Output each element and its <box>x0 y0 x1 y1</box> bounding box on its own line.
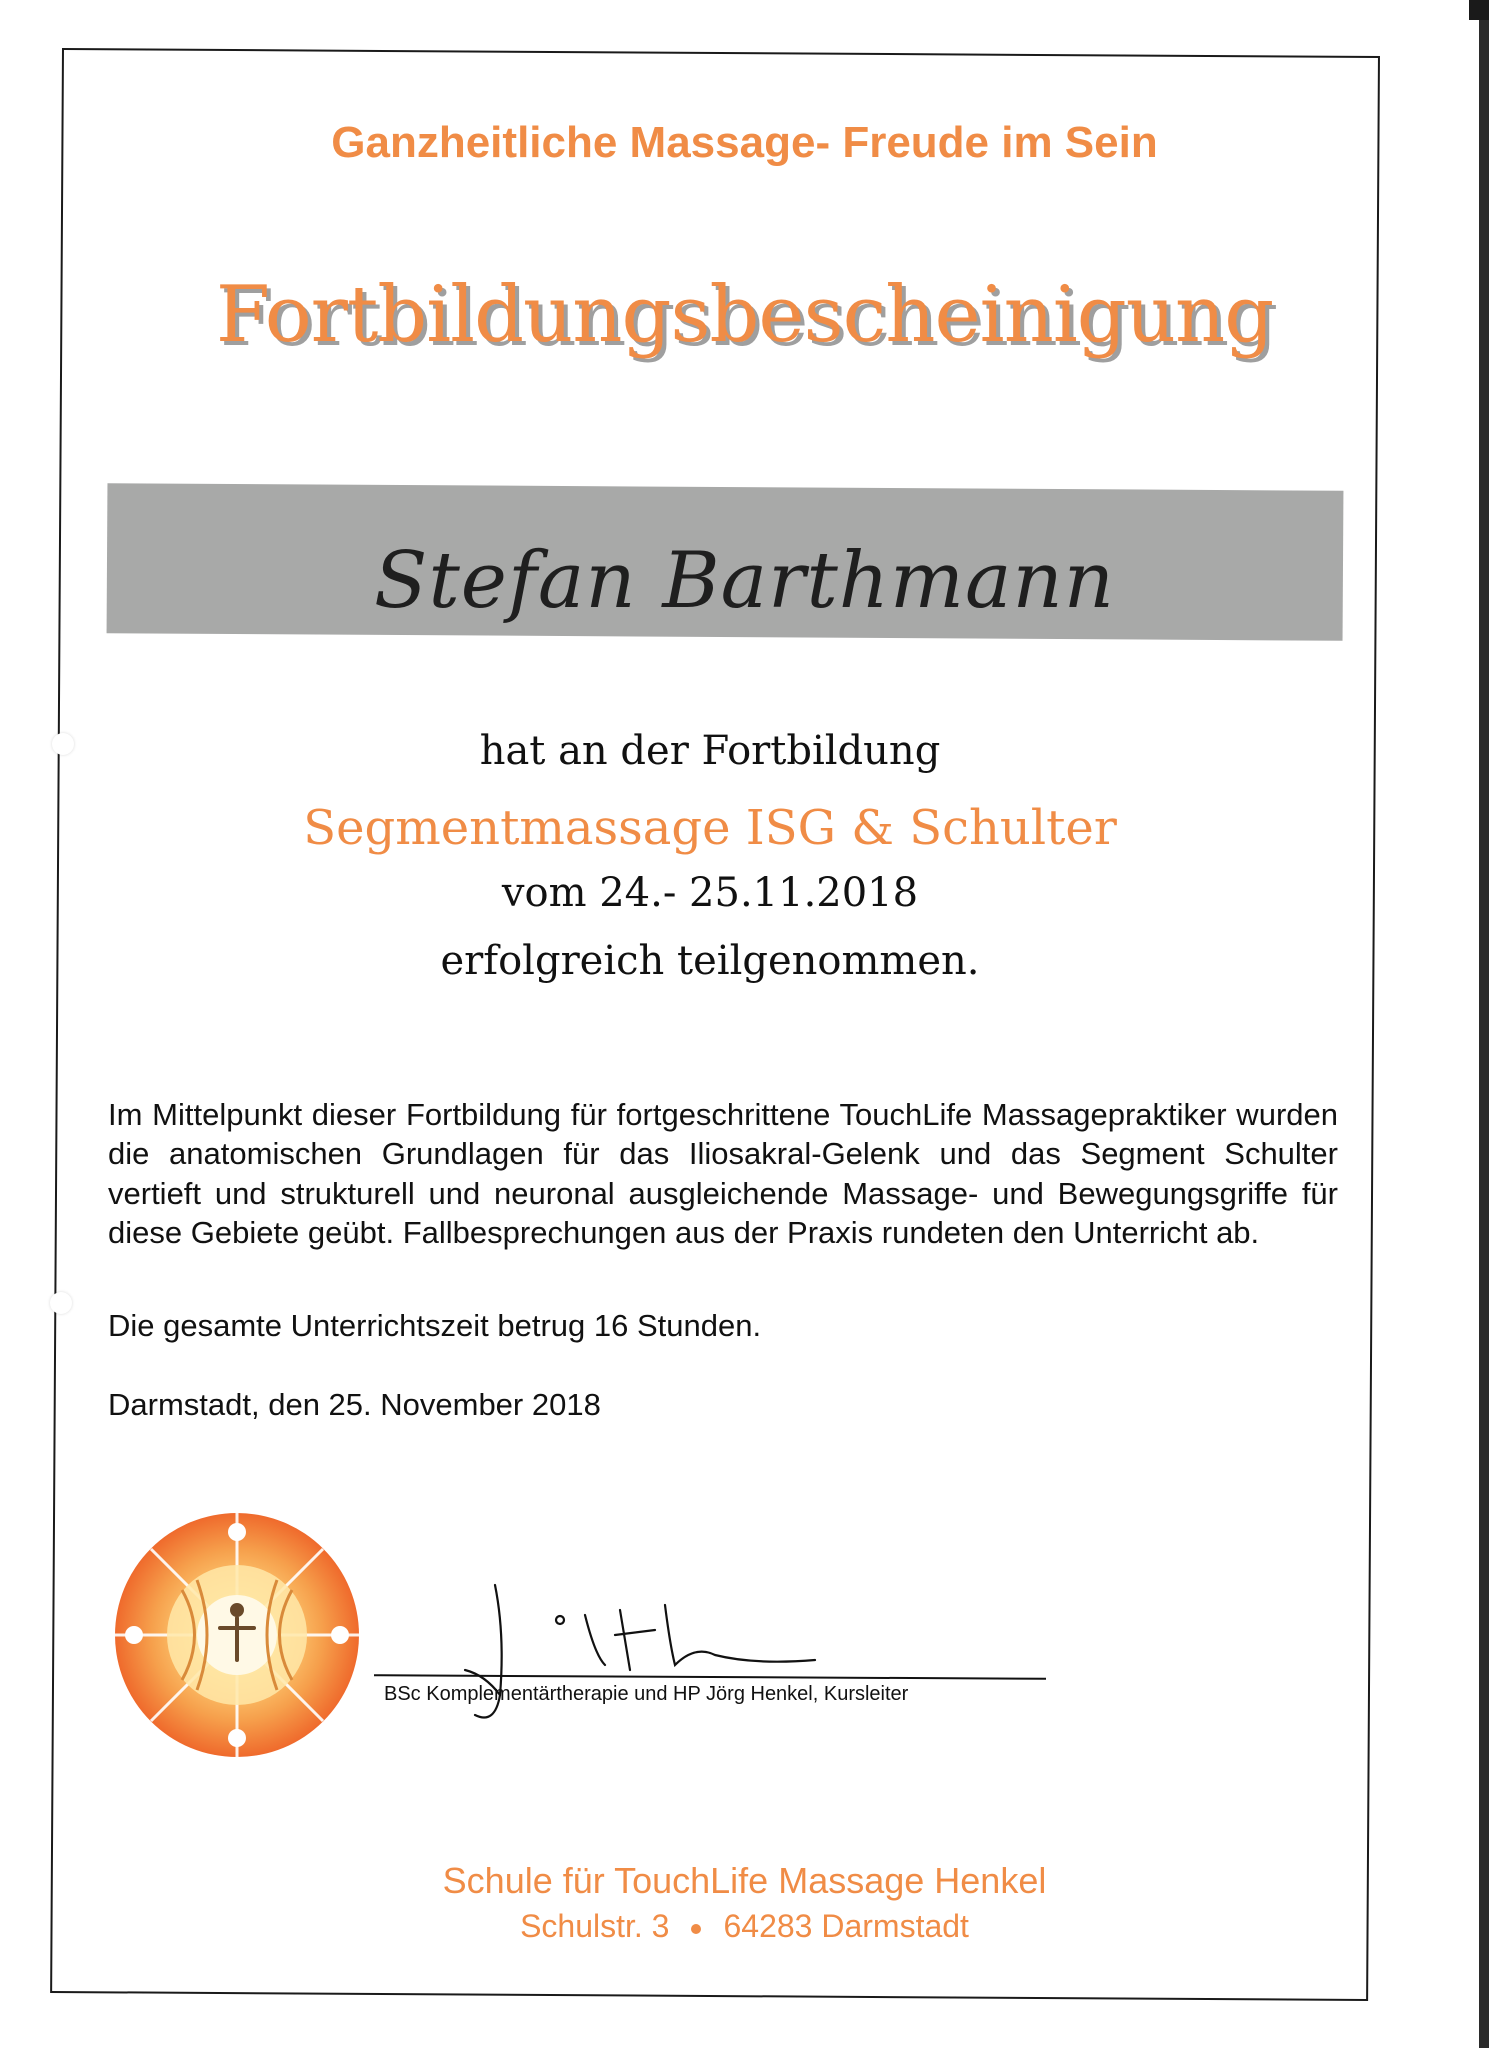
school-name: Schule für TouchLife Massage Henkel <box>442 1860 1047 1901</box>
place-and-date: Darmstadt, den 25. November 2018 <box>108 1387 601 1422</box>
school-street: Schulstr. 3 <box>520 1908 670 1944</box>
school-address <box>0 1908 1489 1945</box>
total-hours: Die gesamte Unterrichtszeit betrug 16 Stunden. <box>108 1308 762 1343</box>
certificate-title: Fortbildungsbescheinigung <box>215 270 1274 360</box>
bullet-icon <box>691 1924 701 1934</box>
handwritten-signature <box>455 1575 855 1735</box>
course-title: Segmentmassage ISG & Schulter <box>303 800 1117 856</box>
recipient-name: Stefan Barthmann <box>374 536 1115 626</box>
signature-caption: BSc Komplementärtherapie und HP Jörg Henkel, Kursleiter <box>384 1683 909 1705</box>
course-description: Im Mittelpunkt dieser Fortbildung für fortgeschrittene TouchLife Massagepraktiker wurden die anatomischen Grundlagen für das Iliosakral-Gelenk und das Segment Schulter vertieft und strukturell und neuronal ausgleichende Massage- und Bewegungsgriffe für diese Gebiete geübt. Fallbesprechungen aus der Praxis rundeten den Unterricht ab. <box>108 1097 1338 1251</box>
statement-line-4: erfolgreich teilgenommen. <box>440 938 980 984</box>
statement-line-1: hat an der Fortbildung <box>479 728 941 774</box>
certificate-subtitle: Ganzheitliche Massage- Freude im Sein <box>331 118 1158 167</box>
course-dates: vom 24.- 25.11.2018 <box>501 870 919 916</box>
scan-corner-mark <box>1469 0 1489 20</box>
punch-hole-mark <box>50 1292 72 1314</box>
touchlife-mandala-logo <box>112 1510 362 1760</box>
school-city: 64283 Darmstadt <box>723 1908 969 1944</box>
